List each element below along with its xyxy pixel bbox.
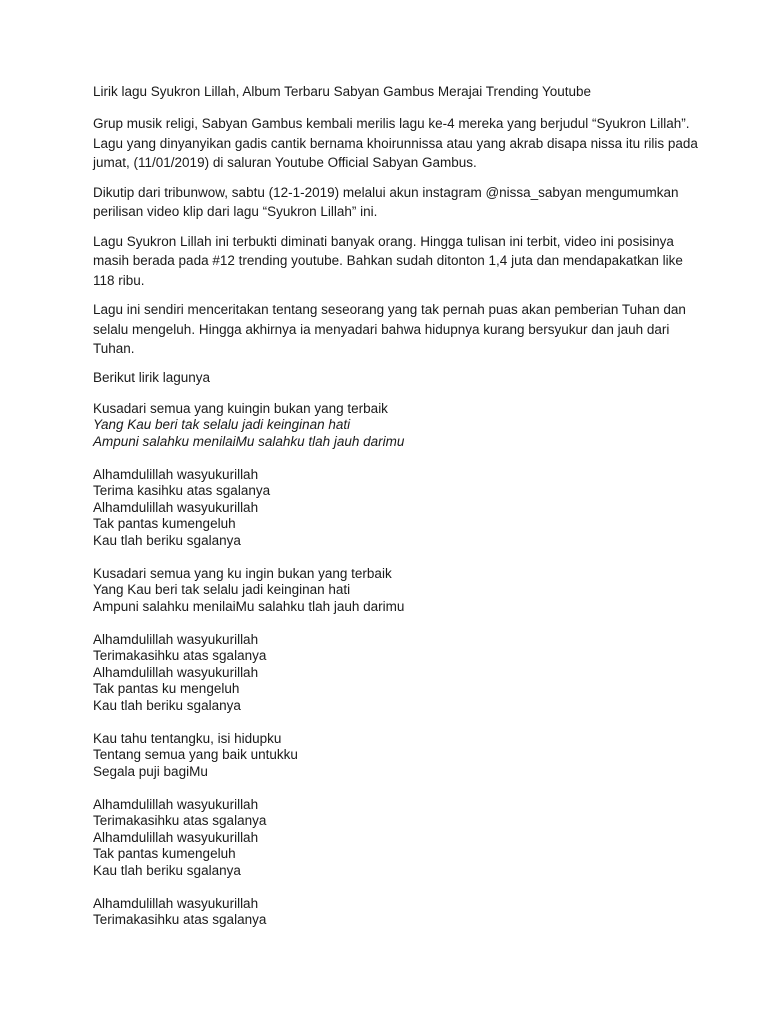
paragraph-line: masih berada pada #12 trending youtube. Bahkan sudah ditonton 1,4 juta dan mendapakatkan like xyxy=(93,253,683,268)
lyrics-line: Alhamdulillah wasyukurillah xyxy=(93,895,259,911)
lyrics-line: Alhamdulillah wasyukurillah xyxy=(93,466,259,482)
document-content xyxy=(93,83,698,945)
lyrics-line: Alhamdulillah wasyukurillah xyxy=(93,499,259,515)
lyrics-line: Tak pantas kumengeluh xyxy=(93,846,236,861)
paragraph-line: perilisan video klip dari lagu “Syukron Lillah” ini. xyxy=(93,204,378,219)
lyrics-line: Yang Kau beri tak selalu jadi keinginan hati xyxy=(93,582,351,597)
lyrics-line: Yang Kau beri tak selalu jadi keinginan hati xyxy=(93,417,351,432)
lyrics-line: Kau tlah beriku sgalanya xyxy=(93,862,241,878)
lyrics-section xyxy=(93,401,693,929)
lyrics-line: Ampuni salahku menilaiMu salahku tlah jauh darimu xyxy=(93,598,405,614)
paragraph xyxy=(93,232,693,291)
paragraph xyxy=(93,300,693,359)
lyrics-stanza xyxy=(93,731,693,781)
paragraph xyxy=(93,183,693,222)
lyrics-stanza xyxy=(93,797,693,880)
lyrics-line: Alhamdulillah wasyukurillah xyxy=(93,796,259,812)
lyrics-stanza xyxy=(93,566,693,616)
lyrics-line: Kusadari semua yang ku ingin bukan yang terbaik xyxy=(93,565,392,581)
lyrics-stanza xyxy=(93,896,693,929)
paragraph-line: Dikutip dari tribunwow, sabtu (12-1-2019) melalui akun instagram @nissa_sabyan mengumumkan xyxy=(93,184,679,200)
lyrics-line: Ampuni salahku menilaiMu salahku tlah jauh darimu xyxy=(93,433,405,449)
lyrics-line: Tak pantas ku mengeluh xyxy=(93,681,240,696)
paragraph xyxy=(93,114,698,173)
lyrics-stanza xyxy=(93,401,693,451)
paragraph-line: Lagu yang dinyanyikan gadis cantik bernama khoirunnissa atau yang akrab disapa nissa itu rilis pada xyxy=(93,135,698,151)
paragraph-line: jumat, (11/01/2019) di saluran Youtube Official Sabyan Gambus. xyxy=(93,155,477,170)
lyrics-line: Terimakasihku atas sgalanya xyxy=(93,813,267,828)
lyrics-intro: Berikut lirik lagunya xyxy=(93,369,211,385)
article-title: Lirik lagu Syukron Lillah, Album Terbaru Sabyan Gambus Merajai Trending Youtube xyxy=(93,84,592,99)
lyrics-line: Tak pantas kumengeluh xyxy=(93,516,236,531)
lyrics-stanza xyxy=(93,467,693,550)
lyrics-line: Alhamdulillah wasyukurillah xyxy=(93,664,259,680)
lyrics-line: Segala puji bagiMu xyxy=(93,763,208,779)
paragraph-line: Lagu Syukron Lillah ini terbukti diminati banyak orang. Hingga tulisan ini terbit, video ini posisinya xyxy=(93,233,674,249)
paragraph-line: selalu mengeluh. Hingga akhirnya ia menyadari bahwa hidupnya kurang bersyukur dan jauh dari xyxy=(93,321,670,337)
lyrics-line: Kau tlah beriku sgalanya xyxy=(93,697,241,713)
lyrics-line: Terima kasihku atas sgalanya xyxy=(93,483,271,498)
lyrics-line: Alhamdulillah wasyukurillah xyxy=(93,829,259,845)
lyrics-line: Tentang semua yang baik untukku xyxy=(93,747,298,762)
article-body xyxy=(93,114,698,359)
lyrics-line: Kusadari semua yang kuingin bukan yang terbaik xyxy=(93,400,388,416)
paragraph-line: Grup musik religi, Sabyan Gambus kembali merilis lagu ke-4 mereka yang berjudul “Syukron Lillah”. xyxy=(93,116,690,131)
lyrics-line: Kau tlah beriku sgalanya xyxy=(93,532,241,548)
paragraph-line: 118 ribu. xyxy=(93,272,145,288)
paragraph-line: Tuhan. xyxy=(93,341,135,356)
lyrics-line: Terimakasihku atas sgalanya xyxy=(93,648,267,663)
lyrics-line: Alhamdulillah wasyukurillah xyxy=(93,631,259,647)
lyrics-line: Terimakasihku atas sgalanya xyxy=(93,912,267,927)
paragraph-line: Lagu ini sendiri menceritakan tentang seseorang yang tak pernah puas akan pemberian Tuhan dan xyxy=(93,302,686,317)
lyrics-line: Kau tahu tentangku, isi hidupku xyxy=(93,730,282,746)
lyrics-stanza xyxy=(93,632,693,715)
